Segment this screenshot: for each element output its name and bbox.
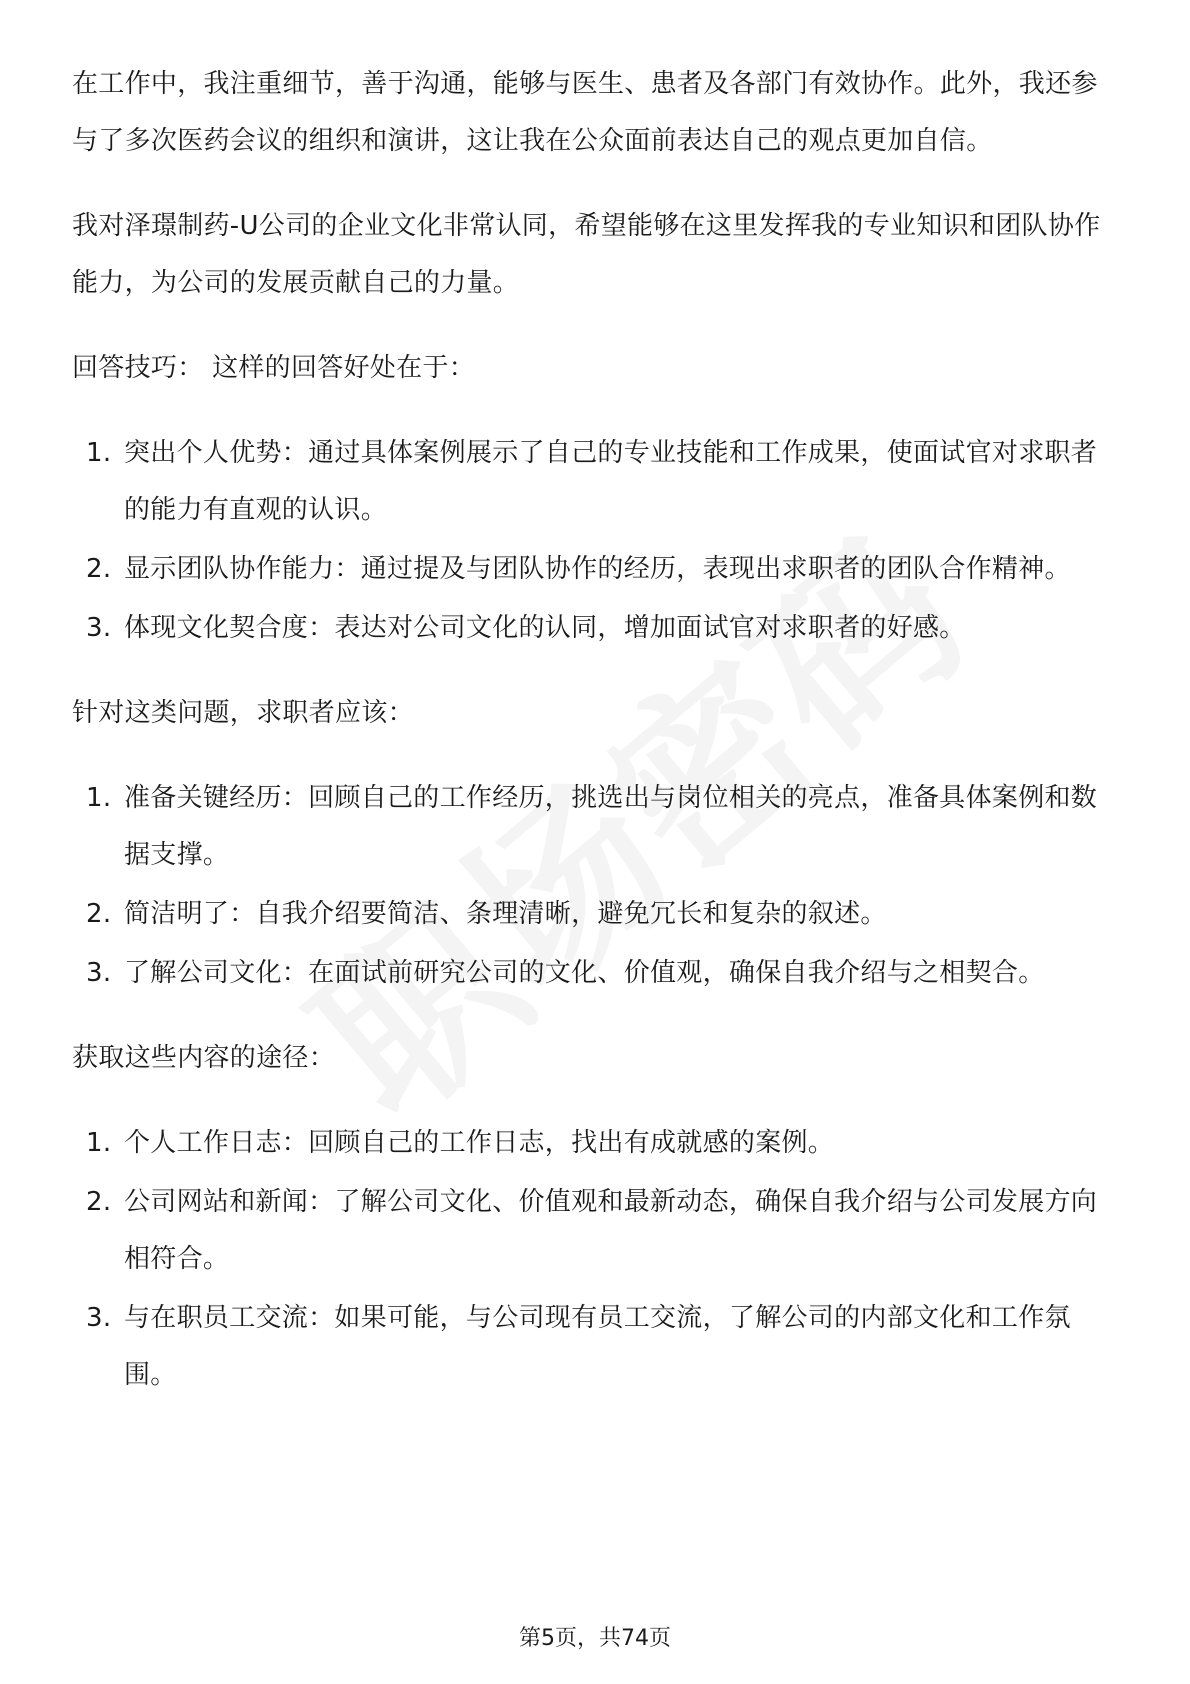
list-number: 2. bbox=[86, 554, 112, 584]
section-heading-sources: 获取这些内容的途径： bbox=[72, 1043, 336, 1073]
list-item-text: 简洁明了：自我介绍要简洁、条理清晰，避免冗长和复杂的叙述。 bbox=[124, 899, 887, 929]
list-item bbox=[72, 425, 1122, 539]
list-number: 1. bbox=[86, 438, 112, 468]
list-item-text: 公司网站和新闻：了解公司文化、价值观和最新动态，确保自我介绍与公司发展方向相符合。 bbox=[124, 1187, 1098, 1274]
document-body bbox=[72, 56, 1122, 1432]
list-item bbox=[72, 1290, 1122, 1404]
paragraph: 在工作中，我注重细节，善于沟通，能够与医生、患者及各部门有效协作。此外，我还参与了多次医药会议的组织和演讲，这让我在公众面前表达自己的观点更加自信。 bbox=[72, 69, 1098, 156]
list-number: 3. bbox=[86, 1303, 112, 1333]
list-item bbox=[72, 541, 1122, 598]
list-item-text: 突出个人优势：通过具体案例展示了自己的专业技能和工作成果，使面试官对求职者的能力有直观的认识。 bbox=[124, 438, 1098, 525]
page-footer: 第5页，共74页 bbox=[519, 1626, 671, 1651]
list-item-text: 与在职员工交流：如果可能，与公司现有员工交流，了解公司的内部文化和工作氛围。 bbox=[124, 1303, 1071, 1390]
sources-list bbox=[72, 1115, 1122, 1404]
list-number: 2. bbox=[86, 899, 112, 929]
section-heading-candidate-should: 针对这类问题，求职者应该： bbox=[72, 698, 414, 728]
list-item bbox=[72, 1115, 1122, 1172]
candidate-should-list bbox=[72, 770, 1122, 1002]
section-heading-answer-tips: 回答技巧： 这样的回答好处在于： bbox=[72, 353, 476, 383]
list-item bbox=[72, 770, 1122, 884]
list-item-text: 体现文化契合度：表达对公司文化的认同，增加面试官对求职者的好感。 bbox=[124, 613, 966, 643]
list-number: 1. bbox=[86, 1128, 112, 1158]
list-item-text: 显示团队协作能力：通过提及与团队协作的经历，表现出求职者的团队合作精神。 bbox=[124, 554, 1071, 584]
list-number: 2. bbox=[86, 1187, 112, 1217]
list-number: 3. bbox=[86, 613, 112, 643]
answer-tips-list bbox=[72, 425, 1122, 657]
list-item bbox=[72, 1174, 1122, 1288]
list-item bbox=[72, 600, 1122, 657]
list-number: 1. bbox=[86, 783, 112, 813]
list-item bbox=[72, 886, 1122, 943]
list-number: 3. bbox=[86, 958, 112, 988]
list-item-text: 个人工作日志：回顾自己的工作日志，找出有成就感的案例。 bbox=[124, 1128, 835, 1158]
paragraph: 我对泽璟制药-U公司的企业文化非常认同，希望能够在这里发挥我的专业知识和团队协作能力，为公司的发展贡献自己的力量。 bbox=[72, 211, 1101, 298]
list-item-text: 准备关键经历：回顾自己的工作经历，挑选出与岗位相关的亮点，准备具体案例和数据支撑。 bbox=[124, 783, 1098, 870]
list-item-text: 了解公司文化：在面试前研究公司的文化、价值观，确保自我介绍与之相契合。 bbox=[124, 958, 1045, 988]
list-item bbox=[72, 945, 1122, 1002]
